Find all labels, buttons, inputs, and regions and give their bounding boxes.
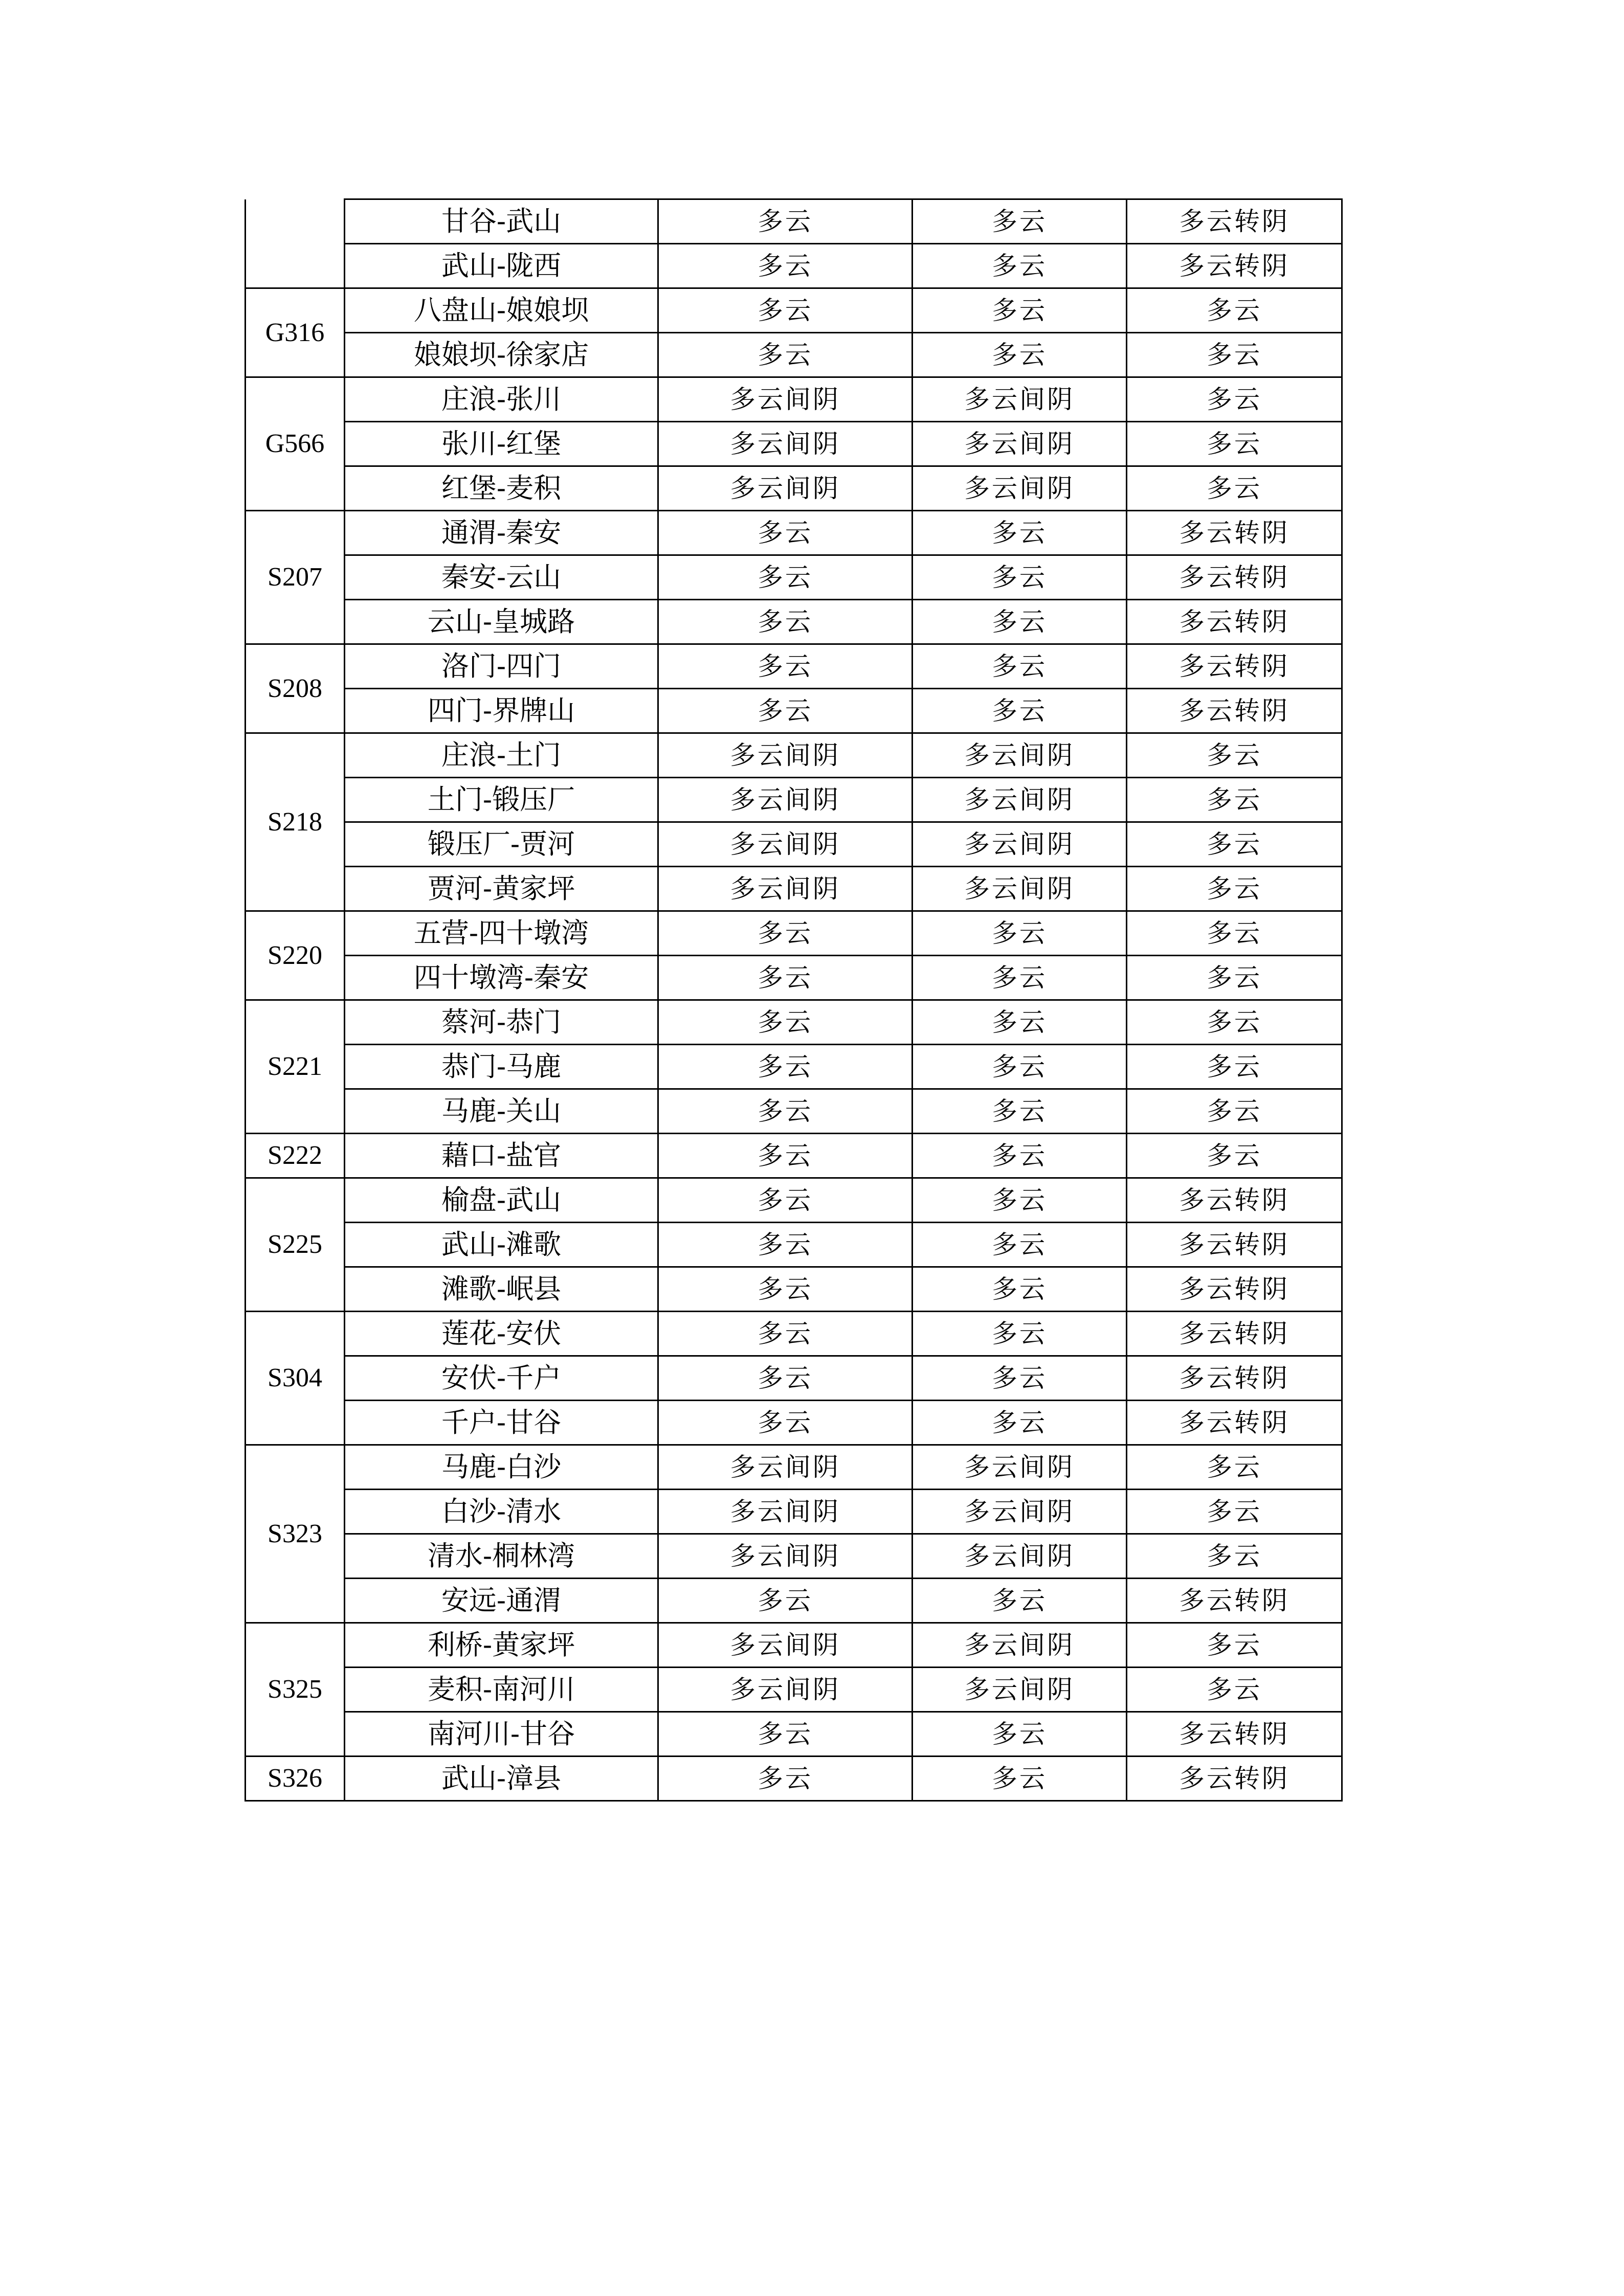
weather-cell-day-3: 多云 bbox=[1127, 333, 1342, 377]
table-row bbox=[246, 1178, 1342, 1223]
weather-cell-day-1: 多云 bbox=[658, 1178, 913, 1223]
weather-cell-day-1: 多云 bbox=[658, 1045, 913, 1089]
table-row bbox=[246, 1356, 1342, 1401]
weather-cell-day-2: 多云 bbox=[913, 1223, 1127, 1267]
road-segment-cell: 千户-甘谷 bbox=[345, 1401, 658, 1445]
weather-cell-day-1: 多云 bbox=[658, 911, 913, 956]
weather-cell-day-2: 多云间阴 bbox=[913, 822, 1127, 867]
road-segment-cell: 土门-锻压厂 bbox=[345, 778, 658, 822]
weather-cell-day-3: 多云 bbox=[1127, 822, 1342, 867]
road-segment-cell: 武山-漳县 bbox=[345, 1757, 658, 1801]
weather-cell-day-1: 多云间阴 bbox=[658, 422, 913, 466]
weather-cell-day-1: 多云 bbox=[658, 1401, 913, 1445]
weather-cell-day-3: 多云 bbox=[1127, 422, 1342, 466]
road-code-cell bbox=[246, 199, 345, 288]
road-segment-cell: 庄浪-土门 bbox=[345, 733, 658, 778]
table-row bbox=[246, 1757, 1342, 1801]
weather-cell-day-2: 多云 bbox=[913, 1312, 1127, 1356]
weather-cell-day-3: 多云转阴 bbox=[1127, 1579, 1342, 1623]
weather-cell-day-3: 多云转阴 bbox=[1127, 511, 1342, 555]
table-row bbox=[246, 1223, 1342, 1267]
weather-cell-day-3: 多云 bbox=[1127, 1445, 1342, 1490]
weather-cell-day-3: 多云 bbox=[1127, 1623, 1342, 1668]
table-row bbox=[246, 288, 1342, 333]
weather-cell-day-2: 多云 bbox=[913, 1045, 1127, 1089]
table-row bbox=[246, 1579, 1342, 1623]
road-segment-cell: 南河川-甘谷 bbox=[345, 1712, 658, 1757]
weather-cell-day-2: 多云 bbox=[913, 600, 1127, 644]
weather-cell-day-2: 多云间阴 bbox=[913, 867, 1127, 911]
road-segment-cell: 武山-陇西 bbox=[345, 244, 658, 288]
weather-cell-day-2: 多云 bbox=[913, 1757, 1127, 1801]
weather-cell-day-3: 多云转阴 bbox=[1127, 1223, 1342, 1267]
table-row bbox=[246, 1045, 1342, 1089]
table-row bbox=[246, 1267, 1342, 1312]
table-row bbox=[246, 1401, 1342, 1445]
road-segment-cell: 红堡-麦积 bbox=[345, 466, 658, 511]
weather-cell-day-1: 多云 bbox=[658, 511, 913, 555]
weather-cell-day-2: 多云间阴 bbox=[913, 1490, 1127, 1534]
table-row bbox=[246, 1623, 1342, 1668]
weather-cell-day-1: 多云间阴 bbox=[658, 733, 913, 778]
weather-cell-day-1: 多云间阴 bbox=[658, 822, 913, 867]
weather-cell-day-1: 多云 bbox=[658, 1312, 913, 1356]
weather-cell-day-1: 多云间阴 bbox=[658, 377, 913, 422]
weather-cell-day-2: 多云 bbox=[913, 689, 1127, 733]
weather-cell-day-1: 多云 bbox=[658, 600, 913, 644]
weather-cell-day-1: 多云间阴 bbox=[658, 1534, 913, 1579]
road-segment-cell: 四门-界牌山 bbox=[345, 689, 658, 733]
road-segment-cell: 甘谷-武山 bbox=[345, 199, 658, 244]
weather-cell-day-2: 多云 bbox=[913, 1712, 1127, 1757]
weather-cell-day-3: 多云转阴 bbox=[1127, 199, 1342, 244]
weather-cell-day-3: 多云 bbox=[1127, 867, 1342, 911]
road-segment-cell: 贾河-黄家坪 bbox=[345, 867, 658, 911]
road-segment-cell: 清水-桐林湾 bbox=[345, 1534, 658, 1579]
weather-cell-day-2: 多云 bbox=[913, 333, 1127, 377]
weather-cell-day-3: 多云 bbox=[1127, 911, 1342, 956]
road-segment-cell: 马鹿-白沙 bbox=[345, 1445, 658, 1490]
road-code-cell: S220 bbox=[246, 911, 345, 1000]
table-row bbox=[246, 1000, 1342, 1045]
table-row bbox=[246, 778, 1342, 822]
table-row bbox=[246, 422, 1342, 466]
weather-cell-day-3: 多云 bbox=[1127, 1000, 1342, 1045]
weather-cell-day-1: 多云 bbox=[658, 1267, 913, 1312]
weather-cell-day-1: 多云 bbox=[658, 288, 913, 333]
table-row bbox=[246, 1312, 1342, 1356]
table-row bbox=[246, 511, 1342, 555]
road-segment-cell: 安远-通渭 bbox=[345, 1579, 658, 1623]
weather-cell-day-2: 多云间阴 bbox=[913, 422, 1127, 466]
weather-cell-day-1: 多云间阴 bbox=[658, 778, 913, 822]
weather-cell-day-3: 多云 bbox=[1127, 778, 1342, 822]
table-row bbox=[246, 956, 1342, 1000]
weather-cell-day-3: 多云转阴 bbox=[1127, 1178, 1342, 1223]
road-segment-cell: 蔡河-恭门 bbox=[345, 1000, 658, 1045]
table-row bbox=[246, 600, 1342, 644]
road-code-cell: S325 bbox=[246, 1623, 345, 1757]
road-code-cell: G566 bbox=[246, 377, 345, 511]
weather-cell-day-3: 多云转阴 bbox=[1127, 1712, 1342, 1757]
table-row bbox=[246, 733, 1342, 778]
weather-cell-day-3: 多云转阴 bbox=[1127, 1757, 1342, 1801]
road-segment-cell: 安伏-千户 bbox=[345, 1356, 658, 1401]
road-segment-cell: 藉口-盐官 bbox=[345, 1134, 658, 1178]
weather-cell-day-3: 多云 bbox=[1127, 1089, 1342, 1134]
table-row bbox=[246, 466, 1342, 511]
road-code-cell: S208 bbox=[246, 644, 345, 733]
weather-cell-day-1: 多云 bbox=[658, 1089, 913, 1134]
weather-cell-day-2: 多云 bbox=[913, 1356, 1127, 1401]
table-row bbox=[246, 1712, 1342, 1757]
weather-cell-day-3: 多云 bbox=[1127, 1134, 1342, 1178]
weather-cell-day-1: 多云 bbox=[658, 689, 913, 733]
weather-cell-day-1: 多云 bbox=[658, 555, 913, 600]
weather-cell-day-3: 多云 bbox=[1127, 1490, 1342, 1534]
road-segment-cell: 八盘山-娘娘坝 bbox=[345, 288, 658, 333]
table-row bbox=[246, 644, 1342, 689]
weather-cell-day-2: 多云间阴 bbox=[913, 1445, 1127, 1490]
road-segment-cell: 秦安-云山 bbox=[345, 555, 658, 600]
road-segment-cell: 娘娘坝-徐家店 bbox=[345, 333, 658, 377]
table-body bbox=[246, 199, 1342, 1801]
road-segment-cell: 武山-滩歌 bbox=[345, 1223, 658, 1267]
road-segment-cell: 庄浪-张川 bbox=[345, 377, 658, 422]
weather-cell-day-2: 多云间阴 bbox=[913, 466, 1127, 511]
table-row bbox=[246, 1134, 1342, 1178]
weather-cell-day-2: 多云 bbox=[913, 911, 1127, 956]
road-code-cell: S225 bbox=[246, 1178, 345, 1312]
road-segment-cell: 滩歌-岷县 bbox=[345, 1267, 658, 1312]
table-row bbox=[246, 333, 1342, 377]
weather-cell-day-2: 多云间阴 bbox=[913, 1534, 1127, 1579]
weather-cell-day-1: 多云间阴 bbox=[658, 1445, 913, 1490]
weather-cell-day-3: 多云转阴 bbox=[1127, 1267, 1342, 1312]
table-row bbox=[246, 199, 1342, 244]
weather-cell-day-1: 多云 bbox=[658, 1579, 913, 1623]
road-code-cell: G316 bbox=[246, 288, 345, 377]
table-row bbox=[246, 911, 1342, 956]
road-segment-cell: 莲花-安伏 bbox=[345, 1312, 658, 1356]
weather-cell-day-1: 多云 bbox=[658, 1757, 913, 1801]
weather-cell-day-2: 多云 bbox=[913, 956, 1127, 1000]
weather-cell-day-1: 多云 bbox=[658, 199, 913, 244]
road-segment-cell: 五营-四十墩湾 bbox=[345, 911, 658, 956]
road-segment-cell: 四十墩湾-秦安 bbox=[345, 956, 658, 1000]
weather-cell-day-3: 多云转阴 bbox=[1127, 689, 1342, 733]
road-segment-cell: 马鹿-关山 bbox=[345, 1089, 658, 1134]
weather-cell-day-2: 多云 bbox=[913, 644, 1127, 689]
weather-cell-day-2: 多云间阴 bbox=[913, 778, 1127, 822]
table-row bbox=[246, 822, 1342, 867]
road-code-cell: S221 bbox=[246, 1000, 345, 1134]
table-row bbox=[246, 1668, 1342, 1712]
weather-cell-day-2: 多云间阴 bbox=[913, 377, 1127, 422]
weather-cell-day-3: 多云转阴 bbox=[1127, 1401, 1342, 1445]
table-row bbox=[246, 244, 1342, 288]
weather-cell-day-1: 多云间阴 bbox=[658, 1623, 913, 1668]
weather-cell-day-1: 多云 bbox=[658, 1223, 913, 1267]
weather-cell-day-1: 多云 bbox=[658, 644, 913, 689]
weather-cell-day-3: 多云 bbox=[1127, 1045, 1342, 1089]
weather-cell-day-2: 多云 bbox=[913, 1579, 1127, 1623]
road-code-cell: S304 bbox=[246, 1312, 345, 1445]
weather-cell-day-3: 多云 bbox=[1127, 1668, 1342, 1712]
weather-cell-day-1: 多云 bbox=[658, 1000, 913, 1045]
road-segment-cell: 锻压厂-贾河 bbox=[345, 822, 658, 867]
weather-cell-day-2: 多云 bbox=[913, 244, 1127, 288]
road-segment-cell: 通渭-秦安 bbox=[345, 511, 658, 555]
table-row bbox=[246, 377, 1342, 422]
weather-cell-day-1: 多云间阴 bbox=[658, 1668, 913, 1712]
weather-cell-day-2: 多云间阴 bbox=[913, 733, 1127, 778]
road-segment-cell: 恭门-马鹿 bbox=[345, 1045, 658, 1089]
weather-cell-day-3: 多云转阴 bbox=[1127, 244, 1342, 288]
road-weather-table bbox=[244, 198, 1343, 1802]
weather-cell-day-1: 多云间阴 bbox=[658, 867, 913, 911]
table-row bbox=[246, 1534, 1342, 1579]
weather-cell-day-2: 多云间阴 bbox=[913, 1668, 1127, 1712]
weather-cell-day-2: 多云 bbox=[913, 199, 1127, 244]
weather-cell-day-2: 多云 bbox=[913, 1134, 1127, 1178]
weather-cell-day-3: 多云转阴 bbox=[1127, 644, 1342, 689]
table-row bbox=[246, 1490, 1342, 1534]
road-code-cell: S222 bbox=[246, 1134, 345, 1178]
weather-cell-day-3: 多云转阴 bbox=[1127, 1356, 1342, 1401]
weather-cell-day-1: 多云间阴 bbox=[658, 1490, 913, 1534]
weather-cell-day-1: 多云 bbox=[658, 244, 913, 288]
weather-cell-day-2: 多云 bbox=[913, 1089, 1127, 1134]
road-code-cell: S326 bbox=[246, 1757, 345, 1801]
road-segment-cell: 麦积-南河川 bbox=[345, 1668, 658, 1712]
road-segment-cell: 张川-红堡 bbox=[345, 422, 658, 466]
weather-cell-day-1: 多云 bbox=[658, 1134, 913, 1178]
table-row bbox=[246, 1445, 1342, 1490]
weather-cell-day-3: 多云 bbox=[1127, 377, 1342, 422]
weather-cell-day-3: 多云 bbox=[1127, 733, 1342, 778]
weather-cell-day-2: 多云 bbox=[913, 1000, 1127, 1045]
road-code-cell: S323 bbox=[246, 1445, 345, 1623]
weather-cell-day-1: 多云 bbox=[658, 956, 913, 1000]
weather-cell-day-2: 多云间阴 bbox=[913, 1623, 1127, 1668]
table-row bbox=[246, 689, 1342, 733]
weather-cell-day-2: 多云 bbox=[913, 511, 1127, 555]
road-segment-cell: 白沙-清水 bbox=[345, 1490, 658, 1534]
weather-cell-day-3: 多云转阴 bbox=[1127, 555, 1342, 600]
weather-cell-day-2: 多云 bbox=[913, 555, 1127, 600]
road-segment-cell: 榆盘-武山 bbox=[345, 1178, 658, 1223]
road-code-cell: S218 bbox=[246, 733, 345, 911]
weather-cell-day-2: 多云 bbox=[913, 1401, 1127, 1445]
road-code-cell: S207 bbox=[246, 511, 345, 644]
weather-cell-day-1: 多云间阴 bbox=[658, 466, 913, 511]
weather-cell-day-3: 多云 bbox=[1127, 466, 1342, 511]
weather-cell-day-3: 多云 bbox=[1127, 288, 1342, 333]
weather-cell-day-1: 多云 bbox=[658, 1712, 913, 1757]
weather-cell-day-3: 多云 bbox=[1127, 1534, 1342, 1579]
weather-cell-day-3: 多云转阴 bbox=[1127, 600, 1342, 644]
weather-cell-day-2: 多云 bbox=[913, 288, 1127, 333]
table-row bbox=[246, 555, 1342, 600]
weather-cell-day-1: 多云 bbox=[658, 1356, 913, 1401]
road-segment-cell: 洛门-四门 bbox=[345, 644, 658, 689]
weather-cell-day-2: 多云 bbox=[913, 1267, 1127, 1312]
road-segment-cell: 云山-皇城路 bbox=[345, 600, 658, 644]
road-segment-cell: 利桥-黄家坪 bbox=[345, 1623, 658, 1668]
weather-cell-day-2: 多云 bbox=[913, 1178, 1127, 1223]
weather-cell-day-3: 多云转阴 bbox=[1127, 1312, 1342, 1356]
table-row bbox=[246, 867, 1342, 911]
weather-cell-day-3: 多云 bbox=[1127, 956, 1342, 1000]
table-row bbox=[246, 1089, 1342, 1134]
weather-cell-day-1: 多云 bbox=[658, 333, 913, 377]
